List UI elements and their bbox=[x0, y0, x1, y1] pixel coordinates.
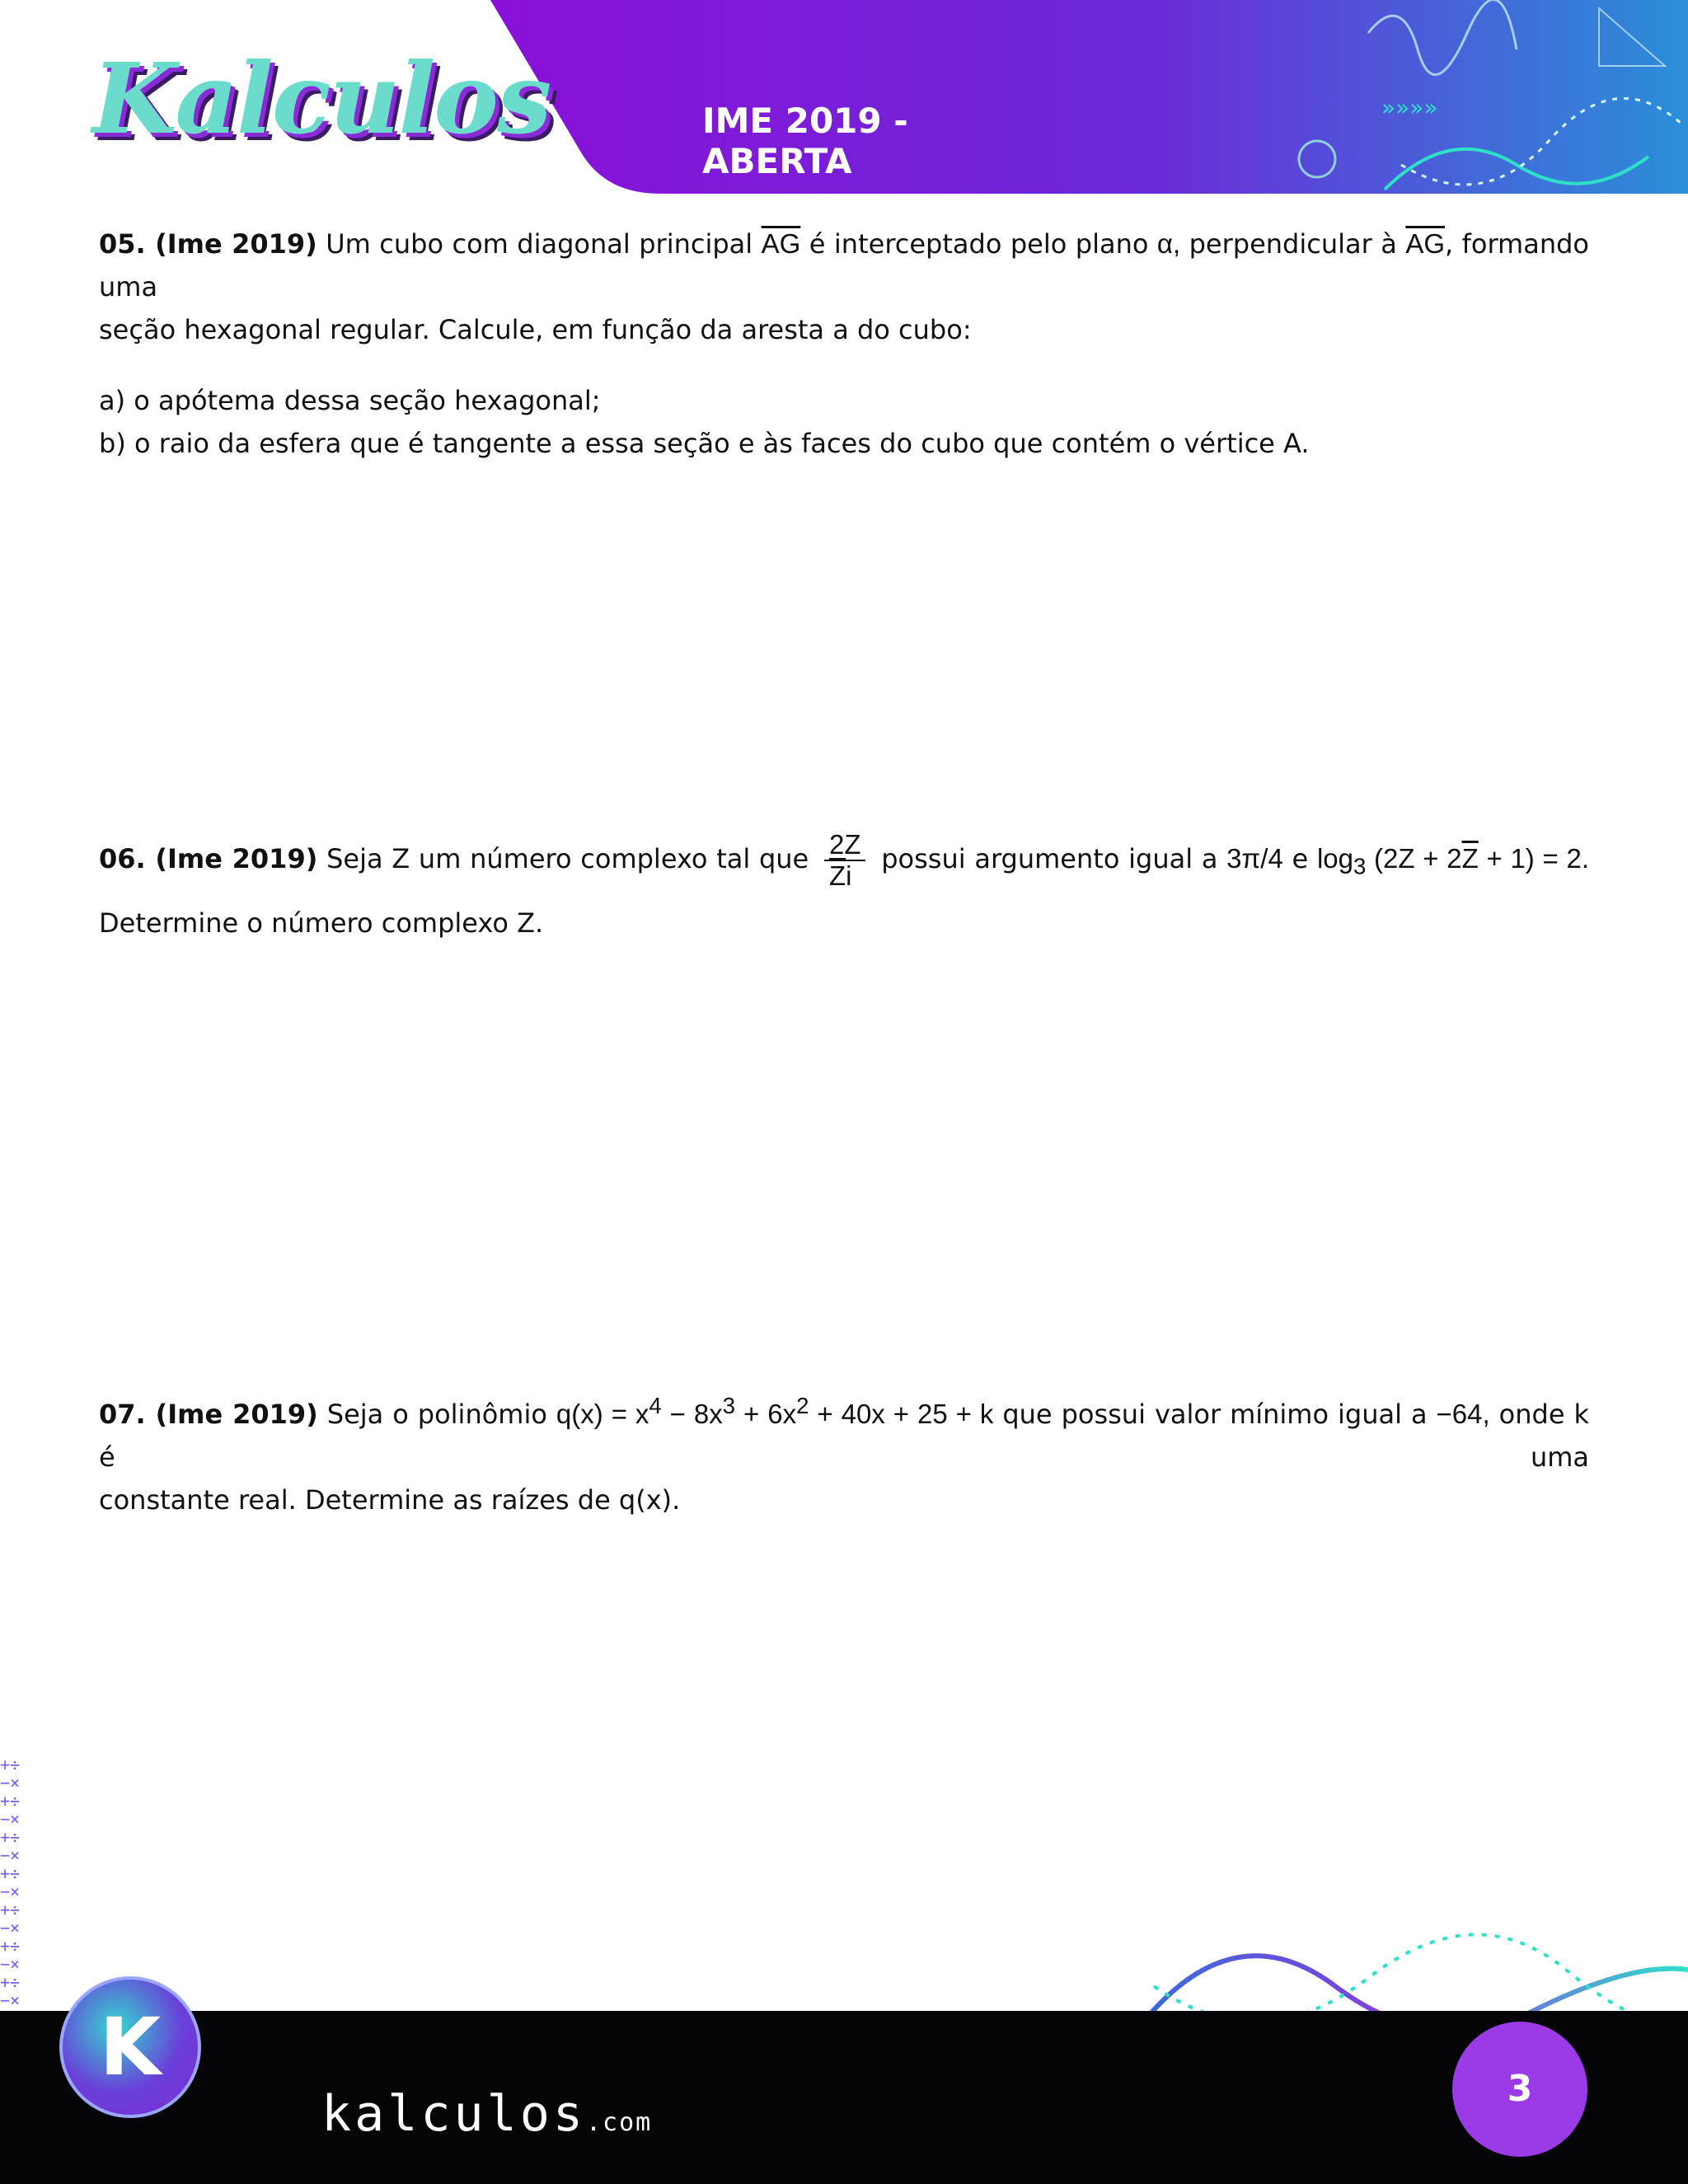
q05-segment-ag: $\overline{AG}$ bbox=[1405, 228, 1445, 259]
brand-logo: Kalculos bbox=[92, 41, 551, 156]
page-number: 3 bbox=[1507, 2068, 1533, 2110]
poly-exponent: 3 bbox=[722, 1393, 736, 1418]
q07-number: 07. (Ime 2019) bbox=[99, 1399, 318, 1430]
q05-item-b: b) o raio da esfera que é tangente a essa seção e às faces do cubo que contém o vértice A. bbox=[99, 428, 1310, 459]
q07-line1 bbox=[99, 1385, 1589, 1479]
imaginary-unit: i bbox=[846, 860, 852, 891]
q06-text: e bbox=[1282, 843, 1317, 874]
q05-line2: seção hexagonal regular. Calcule, em função da aresta a do cubo: bbox=[99, 314, 972, 345]
log-text: log bbox=[1316, 843, 1353, 874]
poly-exponent: 2 bbox=[796, 1393, 809, 1418]
question-07 bbox=[99, 1385, 1589, 1521]
poly-part: q(x) = x bbox=[556, 1399, 649, 1429]
q05-text: é interceptado pelo plano bbox=[800, 228, 1157, 260]
question-06 bbox=[99, 824, 1589, 944]
q06-text: Seja Z um número complexo tal que bbox=[317, 843, 818, 874]
q05-line1 bbox=[99, 223, 1589, 308]
q05-text: perpendicular à bbox=[1180, 228, 1406, 260]
q07-polynomial bbox=[556, 1393, 994, 1429]
site-main: kalculos bbox=[321, 2085, 586, 2143]
q05-text: Um cubo com diagonal principal bbox=[316, 228, 762, 260]
fraction-denominator bbox=[824, 861, 866, 891]
q05-number: 05. (Ime 2019) bbox=[99, 228, 317, 260]
q06-text: possui argumento igual a bbox=[872, 843, 1227, 874]
q07-minimum: −64, bbox=[1436, 1399, 1490, 1429]
brand-badge-letter: K bbox=[99, 2001, 162, 2093]
site-tld: .com bbox=[585, 2108, 653, 2137]
q06-line2: Determine o número complexo Z. bbox=[99, 907, 544, 939]
conjugate-z: $\overline{Z}$ bbox=[828, 860, 846, 891]
q06-fraction bbox=[824, 830, 866, 891]
q07-text: onde k é uma bbox=[99, 1399, 1589, 1473]
q06-number: 06. (Ime 2019) bbox=[99, 843, 318, 874]
conjugate-z: $\overline{Z}$ bbox=[1461, 843, 1479, 874]
q06-line1 bbox=[99, 824, 1589, 902]
q06-argument: 3π/4 bbox=[1226, 843, 1283, 874]
exam-title: IME 2019 - ABERTA bbox=[702, 101, 908, 181]
poly-part: + 40x + 25 + k bbox=[809, 1399, 994, 1429]
math-operators-decoration: +÷ −× +÷ −× +÷ −× +÷ −× +÷ −× +÷ −× +÷ −× bbox=[0, 1755, 21, 2010]
poly-part: + 6x bbox=[735, 1399, 797, 1429]
log-arg: + 1) = 2. bbox=[1478, 843, 1590, 874]
q05-segment-ag: $\overline{AG}$ bbox=[761, 228, 801, 259]
q07-text: que possui valor mínimo igual a bbox=[993, 1399, 1437, 1430]
q05-alpha: α, bbox=[1156, 228, 1181, 259]
q07-line2: constante real. Determine as raízes de q(x). bbox=[99, 1484, 681, 1516]
poly-part: − 8x bbox=[661, 1399, 723, 1429]
q07-text: Seja o polinômio bbox=[317, 1399, 556, 1430]
svg-text:»»»»: »»»» bbox=[1381, 94, 1438, 121]
fraction-numerator: 2Z bbox=[824, 830, 866, 861]
poly-exponent: 4 bbox=[649, 1393, 662, 1418]
log-base: 3 bbox=[1353, 853, 1367, 879]
q06-log bbox=[1316, 843, 1590, 879]
page-header bbox=[0, 0, 1688, 194]
page-footer bbox=[0, 2011, 1688, 2184]
q05-text: , formando uma bbox=[99, 228, 1590, 302]
question-05 bbox=[99, 223, 1589, 465]
log-arg: (2Z + 2 bbox=[1366, 843, 1462, 874]
site-url[interactable] bbox=[321, 2085, 652, 2143]
q05-item-a: a) o apótema dessa seção hexagonal; bbox=[99, 385, 601, 416]
